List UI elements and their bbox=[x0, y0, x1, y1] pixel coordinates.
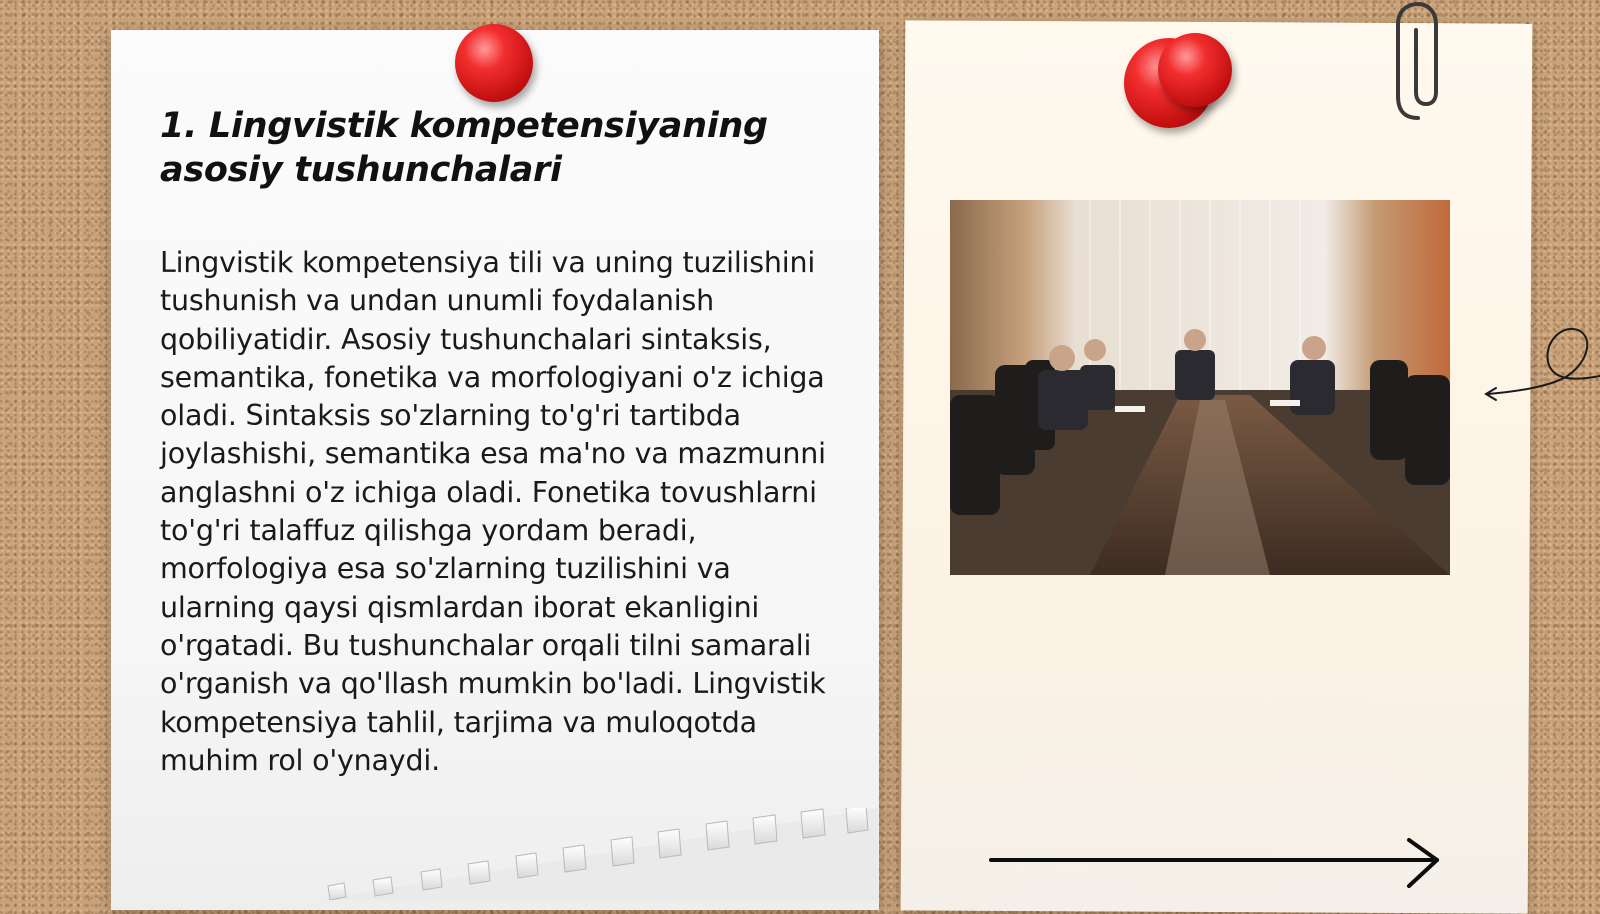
push-pin-icon bbox=[1158, 33, 1232, 107]
arrow-right-icon bbox=[985, 838, 1450, 900]
curly-arrow-icon bbox=[1478, 316, 1600, 406]
meeting-room-illustration bbox=[950, 200, 1450, 575]
slide-heading: 1. Lingvistik kompetensiyaning asosiy tushunchalari bbox=[160, 106, 768, 190]
push-pin-icon bbox=[455, 24, 533, 102]
slide-body-text: Lingvistik kompetensiya tili va uning tuzilishini tushunish va undan unumli foydalanish qobiliyatidir. Asosiy tushunchalari sintaksis, semantika, fonetika va morfologiyani o'z ichiga oladi. Sintaksis so'zlarning to'g'ri tartibda joylashishi, semantika esa ma'no va mazmunni anglashni o'z ichiga oladi. Fonetika tovushlarni to'g'ri talaffuz qilishga yordam beradi, morfologiya esa so'zlarning tuzilishini va ularning qaysi qismlardan iborat ekanligini o'rgatadi. Bu tushunchalar orqali tilni samarali o'rganish va qo'llash mumkin bo'ladi. Lingvistik kompetensiya tahlil, tarjima va muloqotda muhim rol o'ynaydi. bbox=[160, 246, 826, 777]
paper-clip-icon bbox=[1378, 0, 1448, 130]
meeting-photo bbox=[950, 200, 1450, 575]
torn-paper-edge bbox=[318, 808, 878, 900]
